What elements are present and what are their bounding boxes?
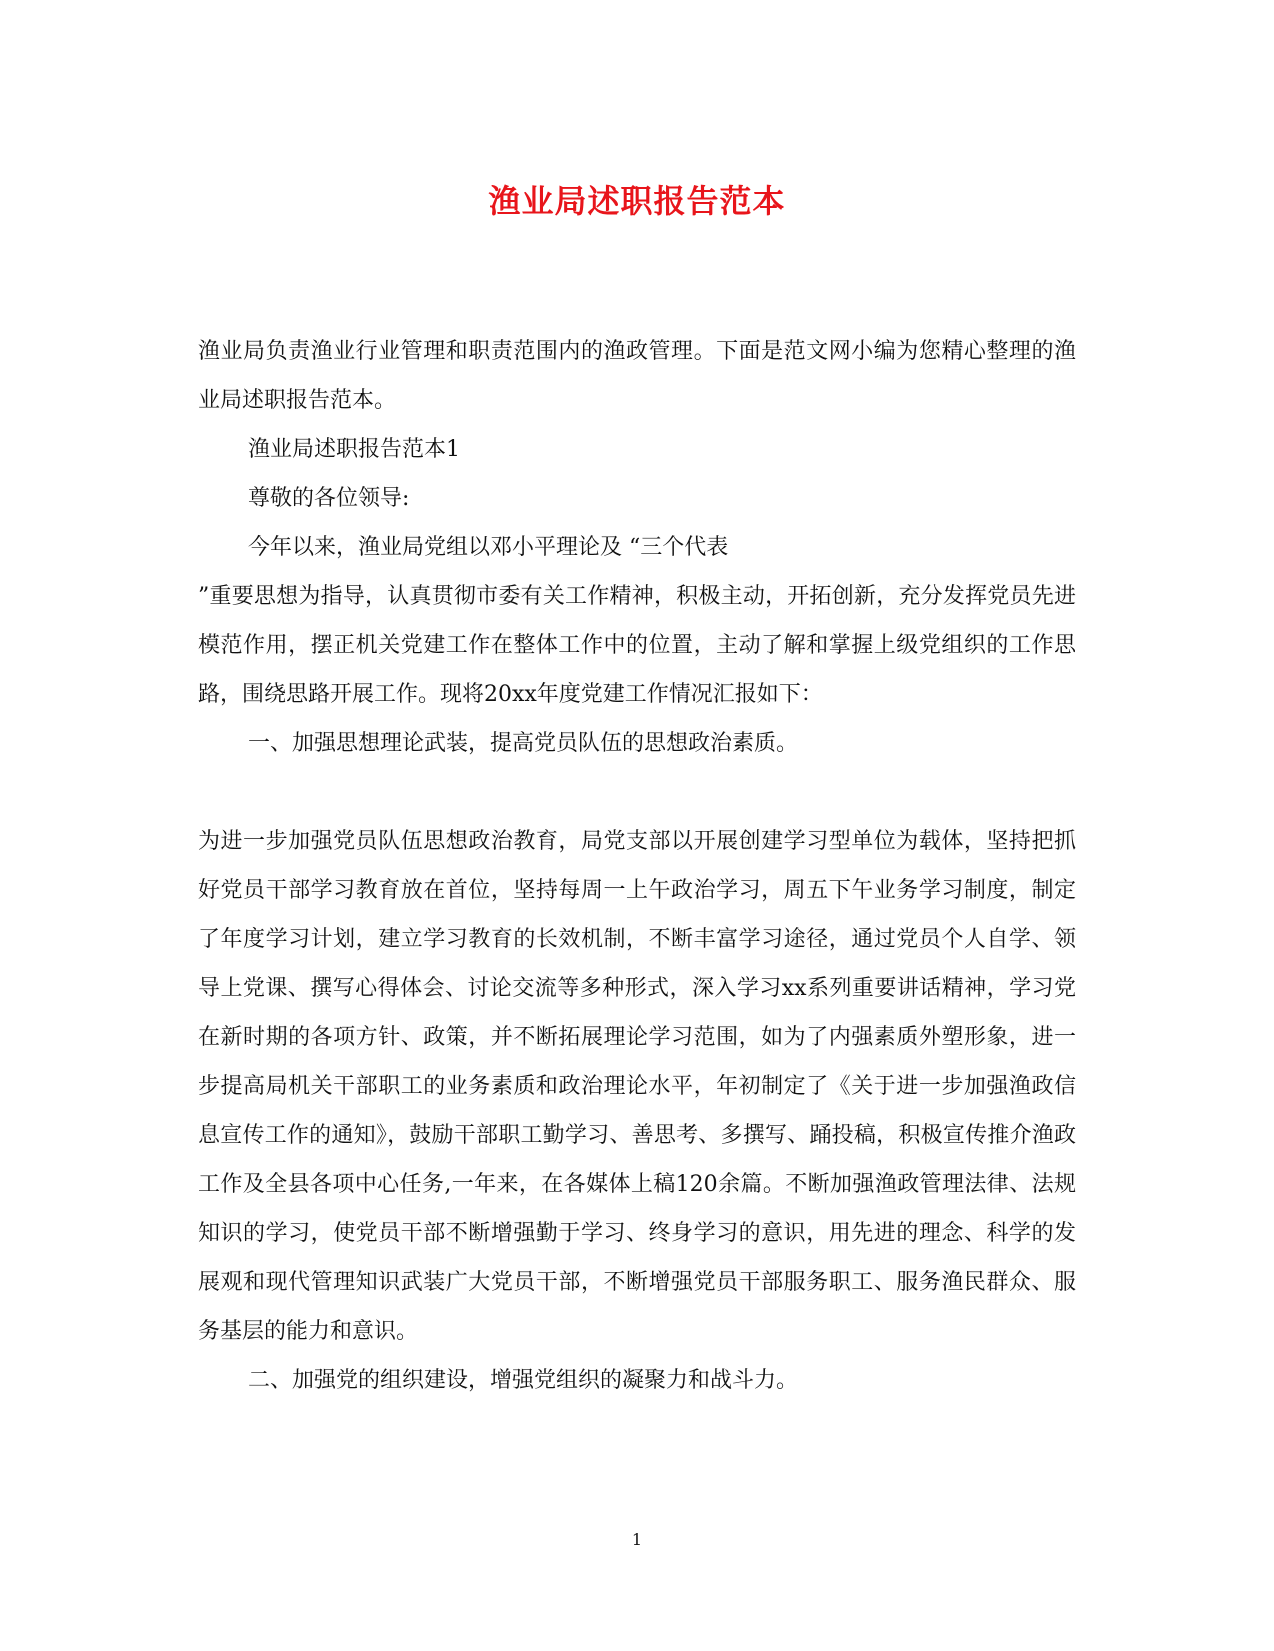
paragraph-section-one-body: 为进一步加强党员队伍思想政治教育，局党支部以开展创建学习型单位为载体，坚持把抓好党员干部学习教育放在首位，坚持每周一上午政治学习，周五下午业务学习制度，制定了年度学习计划，建立学习教育的长效机制，不断丰富学习途径，通过党员个人自学、领导上党课、撰写心得体会、讨论交流等多种形式，深入学习xx系列重要讲话精神，学习党在新时期的各项方针、政策，并不断拓展理论学习范围，如为了内强素质外塑形象，进一步提高局机关干部职工的业务素质和政治理论水平，年初制定了《关于进一步加强渔政信息宣传工作的通知》，鼓励干部职工勤学习、善思考、多撰写、踊投稿，积极宣传推介渔政工作及全县各项中心任务,一年来，在各媒体上稿120余篇。不断加强渔政管理法律、法规知识的学习，使党员干部不断增强勤于学习、终身学习的意识，用先进的理念、科学的发展观和现代管理知识武装广大党员干部，不断增强党员干部服务职工、服务渔民群众、服务基层的能力和意识。 [198,829,1076,1344]
document-title: 渔业局述职报告范本 [488,182,786,220]
intro-paragraph: 渔业局负责渔业行业管理和职责范围内的渔政管理。下面是范文网小编为您精心整理的渔业局述职报告范本。 [198,339,1076,413]
page-number: 1 [631,1530,643,1549]
section-heading-sample-1: 渔业局述职报告范本1 [248,437,460,462]
paragraph-continuation: ”重要思想为指导，认真贯彻市委有关工作精神，积极主动，开拓创新，充分发挥党员先进模范作用，摆正机关党建工作在整体工作中的位置，主动了解和掌握上级党组织的工作思路，围绕思路开展工作。现将20xx年度党建工作情况汇报如下： [198,584,1076,707]
section-heading-one: 一、加强思想理论武装，提高党员队伍的思想政治素质。 [248,731,799,756]
salutation: 尊敬的各位领导: [248,486,410,511]
document-body [198,327,1076,1405]
section-heading-two: 二、加强党的组织建设，增强党组织的凝聚力和战斗力。 [248,1368,799,1393]
paragraph-opening: 今年以来，渔业局党组以邓小平理论及 “三个代表 [248,535,729,560]
